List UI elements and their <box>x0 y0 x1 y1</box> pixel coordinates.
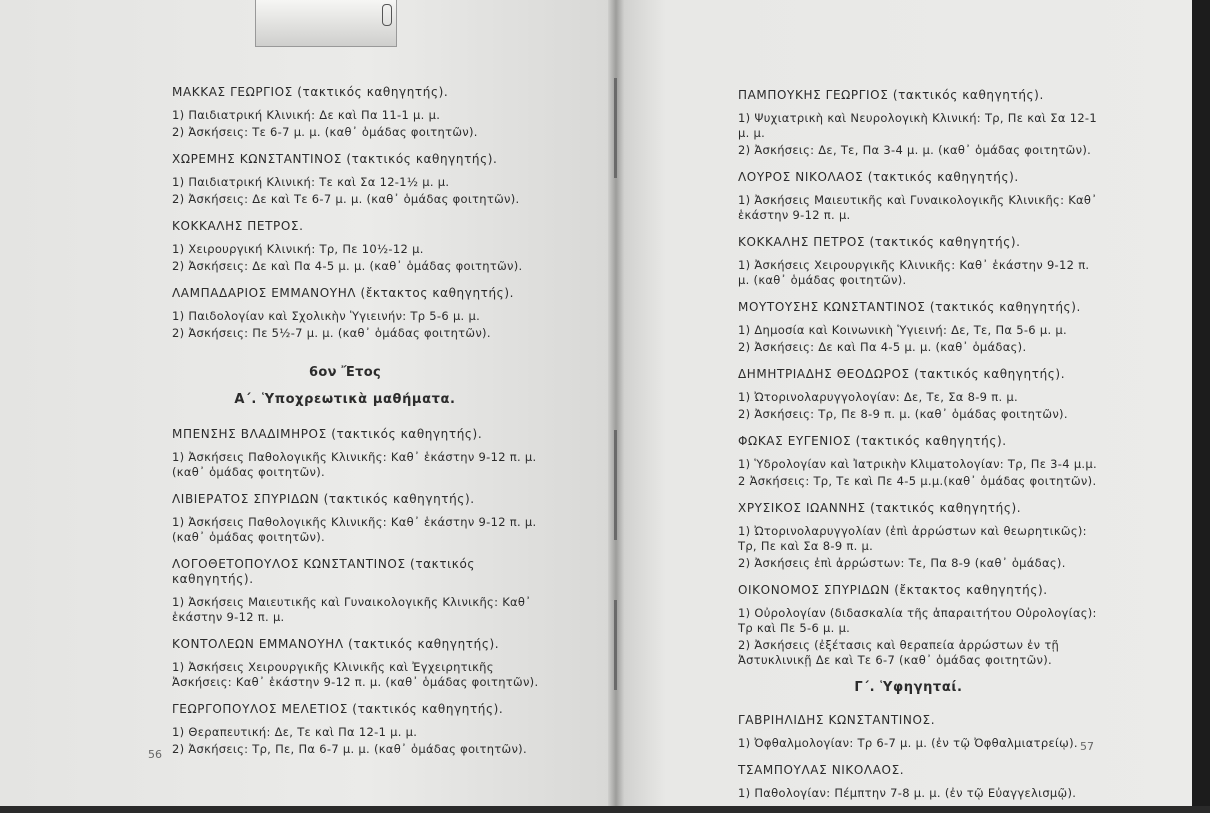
professor-name: ΛΑΜΠΑΔΑΡΙΟΣ ΕΜΜΑΝΟΥΗΛ (ἔκτακτος καθηγητής). <box>172 286 515 300</box>
professor-name: ΓΕΩΡΓΟΠΟΥΛΟΣ ΜΕΛΕΤΙΟΣ (τακτικός καθηγητής). <box>172 702 504 716</box>
course-line: 1) Παιδιατρική Κλινική: Δε καὶ Πα 11-1 μ. μ. <box>172 108 441 122</box>
professor-name: ΚΟΝΤΟΛΕΩΝ ΕΜΜΑΝΟΥΗΛ (τακτικός καθηγητής). <box>172 637 500 651</box>
course-line: 2) Ἀσκήσεις: Τρ, Πε 8-9 π. μ. (καθ᾽ ὁμάδας φοιτητῶν). <box>738 407 1068 421</box>
course-line: 2) Ἀσκήσεις (ἐξέτασις καὶ θεραπεία ἀρρώστων ἐν τῇ Ἀστυκλινικῇ Δε καὶ Τε 6-7 (καθ᾽ ὁμάδας φοιτητῶν). <box>738 638 1064 667</box>
entry-block <box>150 152 540 207</box>
entry-block <box>716 434 1101 489</box>
course-line: 2) Ἀσκήσεις: Πε 5½-7 μ. μ. (καθ᾽ ὁμάδας φοιτητῶν). <box>172 326 491 340</box>
entry-block <box>150 702 540 757</box>
course-line: 1) Ἀσκήσεις Παθολογικῆς Κλινικῆς: Καθ᾽ ἑκάστην 9-12 π. μ. (καθ᾽ ὁμάδας φοιτητῶν). <box>172 450 541 479</box>
course-line: 2) Ἀσκήσεις ἐπὶ ἀρρώστων: Τε, Πα 8-9 (καθ᾽ ὁμάδας). <box>738 556 1066 570</box>
professor-name: ΜΠΕΝΣΗΣ ΒΛΑΔΙΜΗΡΟΣ (τακτικός καθηγητής). <box>172 427 483 441</box>
entry-block <box>150 219 540 274</box>
right-column <box>716 88 1101 813</box>
course-line: 1) Ὀφθαλμολογίαν: Τρ 6-7 μ. μ. (ἐν τῷ Ὀφθαλμιατρείῳ). <box>738 736 1078 750</box>
course-line: 1) Ὠτορινολαρυγγολίαν (ἐπὶ ἀρρώστων καὶ θεωρητικῶς): Τρ, Πε καὶ Σα 8-9 π. μ. <box>738 524 1091 553</box>
professor-name: ΛΟΥΡΟΣ ΝΙΚΟΛΑΟΣ (τακτικός καθηγητής). <box>738 170 1019 184</box>
course-line: 1) Ὑδρολογίαν καὶ Ἰατρικὴν Κλιματολογίαν: Τρ, Πε 3-4 μ.μ. <box>738 457 1097 471</box>
course-line: 2) Ἀσκήσεις: Τρ, Πε, Πα 6-7 μ. μ. (καθ᾽ ὁμάδας φοιτητῶν). <box>172 742 527 756</box>
course-line: 1) Ἀσκήσεις Μαιευτικῆς καὶ Γυναικολογικῆς Κλινικῆς: Καθ᾽ ἑκάστην 9-12 π. μ. <box>172 595 536 624</box>
entry-block <box>150 557 540 625</box>
section-heading: Α΄. Ὑποχρεωτικὰ μαθήματα. <box>234 392 456 407</box>
entry-block <box>150 85 540 140</box>
professor-name: ΓΑΒΡΙΗΛΙΔΗΣ ΚΩΝΣΤΑΝΤΙΝΟΣ. <box>738 713 936 727</box>
professor-name: ΟΙΚΟΝΟΜΟΣ ΣΠΥΡΙΔΩΝ (ἔκτακτος καθηγητής). <box>738 583 1048 597</box>
entry-block <box>716 235 1101 288</box>
professor-name: ΜΑΚΚΑΣ ΓΕΩΡΓΙΟΣ (τακτικός καθηγητής). <box>172 85 449 99</box>
course-line: 1) Παιδιατρική Κλινική: Τε καὶ Σα 12-1½ μ. μ. <box>172 175 450 189</box>
course-line: 1) Ὠτορινολαρυγγολογίαν: Δε, Τε, Σα 8-9 π. μ. <box>738 390 1018 404</box>
course-line: 1) Δημοσία καὶ Κοινωνικὴ Ὑγιεινή: Δε, Τε, Πα 5-6 μ. μ. <box>738 323 1067 337</box>
professor-name: ΠΑΜΠΟΥΚΗΣ ΓΕΩΡΓΙΟΣ (τακτικός καθηγητής). <box>738 88 1044 102</box>
professor-name: ΜΟΥΤΟΥΣΗΣ ΚΩΝΣΤΑΝΤΙΝΟΣ (τακτικός καθηγητής). <box>738 300 1081 314</box>
page-clip <box>255 0 397 47</box>
course-line: 2) Ἀσκήσεις: Δε καὶ Τε 6-7 μ. μ. (καθ᾽ ὁμάδας φοιτητῶν). <box>172 192 520 206</box>
professor-name: ΛΙΒΙΕΡΑΤΟΣ ΣΠΥΡΙΔΩΝ (τακτικός καθηγητής). <box>172 492 475 506</box>
professor-name: ΔΗΜΗΤΡΙΑΔΗΣ ΘΕΟΔΩΡΟΣ (τακτικός καθηγητής). <box>738 367 1066 381</box>
binding-thread <box>614 600 617 690</box>
course-line: 1) Ἀσκήσεις Παθολογικῆς Κλινικῆς: Καθ᾽ ἑκάστην 9-12 π. μ. (καθ᾽ ὁμάδας φοιτητῶν). <box>172 515 541 544</box>
entry-block <box>716 501 1101 571</box>
course-line: 2) Ἀσκήσεις: Δε καὶ Πα 4-5 μ. μ. (καθ᾽ ὁμάδας). <box>738 340 1027 354</box>
course-line: 1) Ψυχιατρικὴ καὶ Νευρολογικὴ Κλινική: Τρ, Πε καὶ Σα 12-1 μ. μ. <box>738 111 1101 140</box>
professor-name: ΧΡΥΣΙΚΟΣ ΙΩΑΝΝΗΣ (τακτικός καθηγητής). <box>738 501 1022 515</box>
course-line: 1) Παιδολογίαν καὶ Σχολικὴν Ὑγιεινήν: Τρ 5-6 μ. μ. <box>172 309 481 323</box>
clip-ring-icon <box>382 4 392 26</box>
left-column <box>150 85 540 769</box>
course-line: 2 Ἀσκήσεις: Τρ, Τε καὶ Πε 4-5 μ.μ.(καθ᾽ ὁμάδας φοιτητῶν). <box>738 474 1097 488</box>
professor-name: ΚΟΚΚΑΛΗΣ ΠΕΤΡΟΣ. <box>172 219 304 233</box>
course-line: 2) Ἀσκήσεις: Τε 6-7 μ. μ. (καθ᾽ ὁμάδας φοιτητῶν). <box>172 125 478 139</box>
entry-block <box>150 492 540 545</box>
entry-block <box>150 427 540 480</box>
professor-name: ΦΩΚΑΣ ΕΥΓΕΝΙΟΣ (τακτικός καθηγητής). <box>738 434 1007 448</box>
course-line: 2) Ἀσκήσεις: Δε, Τε, Πα 3-4 μ. μ. (καθ᾽ ὁμάδας φοιτητῶν). <box>738 143 1092 157</box>
professor-name: ΛΟΓΟΘΕΤΟΠΟΥΛΟΣ ΚΩΝΣΤΑΝΤΙΝΟΣ (τακτικός καθηγητής). <box>172 557 476 586</box>
professor-name: ΚΟΚΚΑΛΗΣ ΠΕΤΡΟΣ (τακτικός καθηγητής). <box>738 235 1021 249</box>
entry-block <box>716 763 1101 801</box>
entry-block <box>716 583 1101 668</box>
page-number-left: 56 <box>148 748 162 761</box>
binding-thread <box>614 78 617 178</box>
entry-block <box>716 367 1101 422</box>
course-line: 1) Οὐρολογίαν (διδασκαλία τῆς ἀπαραιτήτου Οὐρολογίας): Τρ καὶ Πε 5-6 μ. μ. <box>738 606 1101 635</box>
course-line: 1) Παθολογίαν: Πέμπτην 7-8 μ. μ. (ἐν τῷ Εὐαγγελισμῷ). <box>738 786 1077 800</box>
course-line: 1) Χειρουργική Κλινική: Τρ, Πε 10½-12 μ. <box>172 242 424 256</box>
course-line: 1) Θεραπευτική: Δε, Τε καὶ Πα 12-1 μ. μ. <box>172 725 418 739</box>
binding-thread <box>614 430 617 540</box>
section-heading: Γ΄. Ὑφηγηταί. <box>854 680 963 695</box>
entry-block <box>716 170 1101 223</box>
entry-block <box>150 637 540 690</box>
entry-block <box>716 88 1101 158</box>
entry-block <box>150 286 540 341</box>
course-line: 1) Ἀσκήσεις Χειρουργικῆς Κλινικῆς καὶ Ἐγχειρητικῆς Ἀσκήσεις: Καθ᾽ ἑκάστην 9-12 π. μ. (καθ᾽ ὁμάδας φοιτητῶν). <box>172 660 539 689</box>
professor-name: ΧΩΡΕΜΗΣ ΚΩΝΣΤΑΝΤΙΝΟΣ (τακτικός καθηγητής). <box>172 152 498 166</box>
entry-block <box>716 713 1101 751</box>
professor-name: ΤΣΑΜΠΟΥΛΑΣ ΝΙΚΟΛΑΟΣ. <box>738 763 905 777</box>
year-heading: 6ον Ἔτος <box>309 365 381 380</box>
course-line: 1) Ἀσκήσεις Μαιευτικῆς καὶ Γυναικολογικῆς Κλινικῆς: Καθ᾽ ἑκάστην 9-12 π. μ. <box>738 193 1102 222</box>
entry-block <box>716 300 1101 355</box>
book-cover-edge <box>1192 0 1210 806</box>
course-line: 1) Ἀσκήσεις Χειρουργικῆς Κλινικῆς: Καθ᾽ ἑκάστην 9-12 π. μ. (καθ᾽ ὁμάδας φοιτητῶν). <box>738 258 1094 287</box>
course-line: 2) Ἀσκήσεις: Δε καὶ Πα 4-5 μ. μ. (καθ᾽ ὁμάδας φοιτητῶν). <box>172 259 523 273</box>
page-number-right: 57 <box>1080 740 1094 753</box>
